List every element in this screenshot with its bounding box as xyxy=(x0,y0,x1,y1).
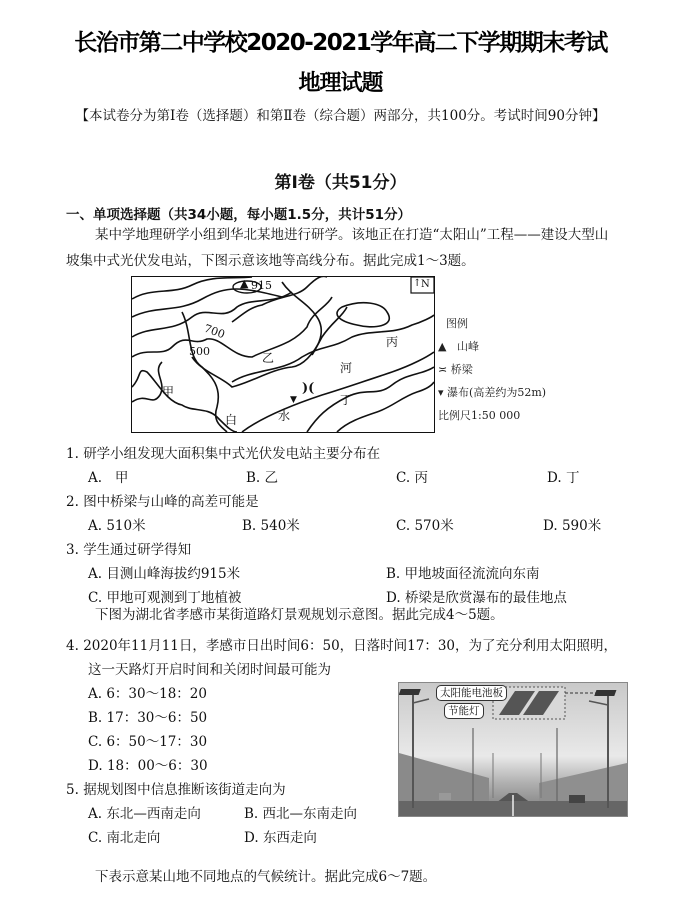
option-key: A. xyxy=(88,806,103,822)
contour-map xyxy=(131,276,435,433)
question-number: 2. xyxy=(66,494,79,510)
option-key: D. xyxy=(547,470,562,486)
legend-waterfall-label: 瀑布(高差约为52m) xyxy=(447,386,547,399)
option-key: D. xyxy=(543,518,558,534)
intro-paragraph-line1: 某中学地理研学小组到华北某地进行研学。该地正在打造“太阳山”工程——建设大型山 xyxy=(95,227,609,243)
question-number: 5. xyxy=(66,782,79,798)
place-bing: 丙 xyxy=(386,335,399,349)
question-number: 1. xyxy=(66,446,79,462)
option-key: C. xyxy=(88,590,103,606)
map-legend xyxy=(438,312,546,427)
option-value: 丙 xyxy=(414,470,428,486)
question-text: 图中桥梁与山峰的高差可能是 xyxy=(83,494,259,510)
option-key: C. xyxy=(396,470,411,486)
question-number: 4. xyxy=(66,638,79,654)
north-arrow-icon: ↑ xyxy=(413,278,422,289)
q1-option-a xyxy=(88,466,128,486)
question-2 xyxy=(66,490,259,510)
q4-option-a xyxy=(88,682,207,702)
option-key: C. xyxy=(88,734,103,750)
option-key: D. xyxy=(386,590,401,606)
q3-option-b xyxy=(386,562,540,582)
option-value: 17：30～6：50 xyxy=(106,710,208,726)
option-value: 540米 xyxy=(260,518,300,534)
q1-option-d xyxy=(547,466,579,486)
option-key: A. xyxy=(88,566,103,582)
question-text: 学生通过研学得知 xyxy=(83,542,192,558)
q1-option-b xyxy=(246,466,278,486)
contour-label-700: 700 xyxy=(202,321,227,342)
option-value: 570米 xyxy=(414,518,454,534)
question-text: 2020年11月11日，孝感市日出时间6：50，日落时间17：30，为了充分利用太阳照明， xyxy=(83,638,618,654)
option-value: 丁 xyxy=(565,470,580,486)
option-value: 东北—西南走向 xyxy=(106,806,201,822)
q2-option-a xyxy=(88,514,146,534)
legend-waterfall xyxy=(438,381,546,404)
question-text: 据规划图中信息推断该街道走向为 xyxy=(83,782,286,798)
question-text: 研学小组发现大面积集中式光伏发电站主要分布在 xyxy=(83,446,381,462)
part-title: 一、单项选择题（共34小题，每小题1.5分，共计51分） xyxy=(66,207,411,223)
callout-solar-panel: 太阳能电池板 xyxy=(436,685,507,701)
river-char-shui: 水 xyxy=(278,409,291,423)
option-key: A. xyxy=(88,470,103,486)
option-value: 18：00～6：30 xyxy=(106,758,208,774)
exam-notice: 【本试卷分为第Ⅰ卷（选择题）和第Ⅱ卷（综合题）两部分，共100分。考试时间90分钟】 xyxy=(75,108,606,124)
legend-title: 图例 xyxy=(446,317,468,330)
waterfall-icon: ▼ xyxy=(290,395,297,405)
option-value: 桥梁是欣赏瀑布的最佳地点 xyxy=(404,590,567,606)
place-jia: 甲 xyxy=(162,385,175,399)
option-key: A. xyxy=(88,686,103,702)
option-value: 510米 xyxy=(106,518,146,534)
option-value: 甲 xyxy=(114,470,129,486)
section-title: 第Ⅰ卷（共51分） xyxy=(274,173,407,193)
contour-label-500: 500 xyxy=(189,345,210,358)
bridge-icon: ≍ xyxy=(438,363,451,376)
peak-icon: ▲ xyxy=(438,340,457,353)
q2-option-c xyxy=(396,514,454,534)
option-key: D. xyxy=(244,830,259,846)
legend-peak-label: 山峰 xyxy=(456,340,479,353)
question-5 xyxy=(66,778,286,798)
legend-bridge-label: 桥梁 xyxy=(450,363,473,376)
option-key: C. xyxy=(396,518,411,534)
option-key: B. xyxy=(246,470,261,486)
callout-energy-saving-lamp: 节能灯 xyxy=(444,703,484,719)
q5-option-a xyxy=(88,802,201,822)
option-value: 乙 xyxy=(264,470,279,486)
exam-subject: 地理试题 xyxy=(298,71,383,96)
option-value: 6：50～17：30 xyxy=(106,734,208,750)
option-key: B. xyxy=(88,710,103,726)
river-char-bai: 白 xyxy=(225,413,238,427)
question-4 xyxy=(66,634,617,654)
north-label: N xyxy=(421,279,430,290)
question-number: 3. xyxy=(66,542,79,558)
option-value: 目测山峰海拔约915米 xyxy=(106,566,241,582)
question-1 xyxy=(66,442,380,462)
q5-option-d xyxy=(244,826,317,846)
exam-title: 长治市第二中学校2020-2021学年高二下学期期末考试 xyxy=(74,30,607,56)
question-3 xyxy=(66,538,191,558)
river-char-he: 河 xyxy=(340,361,353,375)
q4-option-c xyxy=(88,730,207,750)
q2-option-d xyxy=(543,514,601,534)
peak-elevation-label: 915 xyxy=(251,279,272,292)
legend-peak xyxy=(438,335,546,358)
q4-option-d xyxy=(88,754,208,774)
street-light-photo xyxy=(398,682,628,817)
option-key: A. xyxy=(88,518,103,534)
option-value: 甲地可观测到丁地植被 xyxy=(106,590,242,606)
option-key: B. xyxy=(244,806,259,822)
option-key: D. xyxy=(88,758,103,774)
question-4-line2: 这一天路灯开启时间和关闭时间最可能为 xyxy=(88,662,331,678)
option-key: B. xyxy=(242,518,257,534)
q4-option-b xyxy=(88,706,207,726)
option-value: 590米 xyxy=(561,518,602,534)
option-key: B. xyxy=(386,566,401,582)
legend-scale: 比例尺1:50 000 xyxy=(438,409,521,422)
option-value: 甲地坡面径流流向东南 xyxy=(404,566,540,582)
option-value: 东西走向 xyxy=(262,830,317,846)
option-value: 6：30～18：20 xyxy=(106,686,207,702)
place-ding: 丁 xyxy=(340,393,353,407)
q5-option-c xyxy=(88,826,160,846)
place-yi: 乙 xyxy=(262,351,275,365)
q2-option-b xyxy=(242,514,300,534)
peak-icon: ▲ xyxy=(240,277,249,290)
q3-option-a xyxy=(88,562,240,582)
intro-paragraph-2: 下图为湖北省孝感市某街道路灯景观规划示意图。据此完成4～5题。 xyxy=(95,607,504,623)
waterfall-icon: ▾ xyxy=(438,386,448,399)
q1-option-c xyxy=(396,466,428,486)
street-scene xyxy=(399,683,627,816)
intro-paragraph-line2: 坡集中式光伏发电站，下图示意该地等高线分布。据此完成1～3题。 xyxy=(66,253,475,269)
option-value: 西北—东南走向 xyxy=(262,806,358,822)
intro-paragraph-3: 下表示意某山地不同地点的气候统计。据此完成6～7题。 xyxy=(95,869,437,885)
option-key: C. xyxy=(88,830,103,846)
legend-bridge xyxy=(438,358,546,381)
bridge-icon: )( xyxy=(302,381,315,396)
q5-option-b xyxy=(244,802,357,822)
option-value: 南北走向 xyxy=(106,830,161,846)
